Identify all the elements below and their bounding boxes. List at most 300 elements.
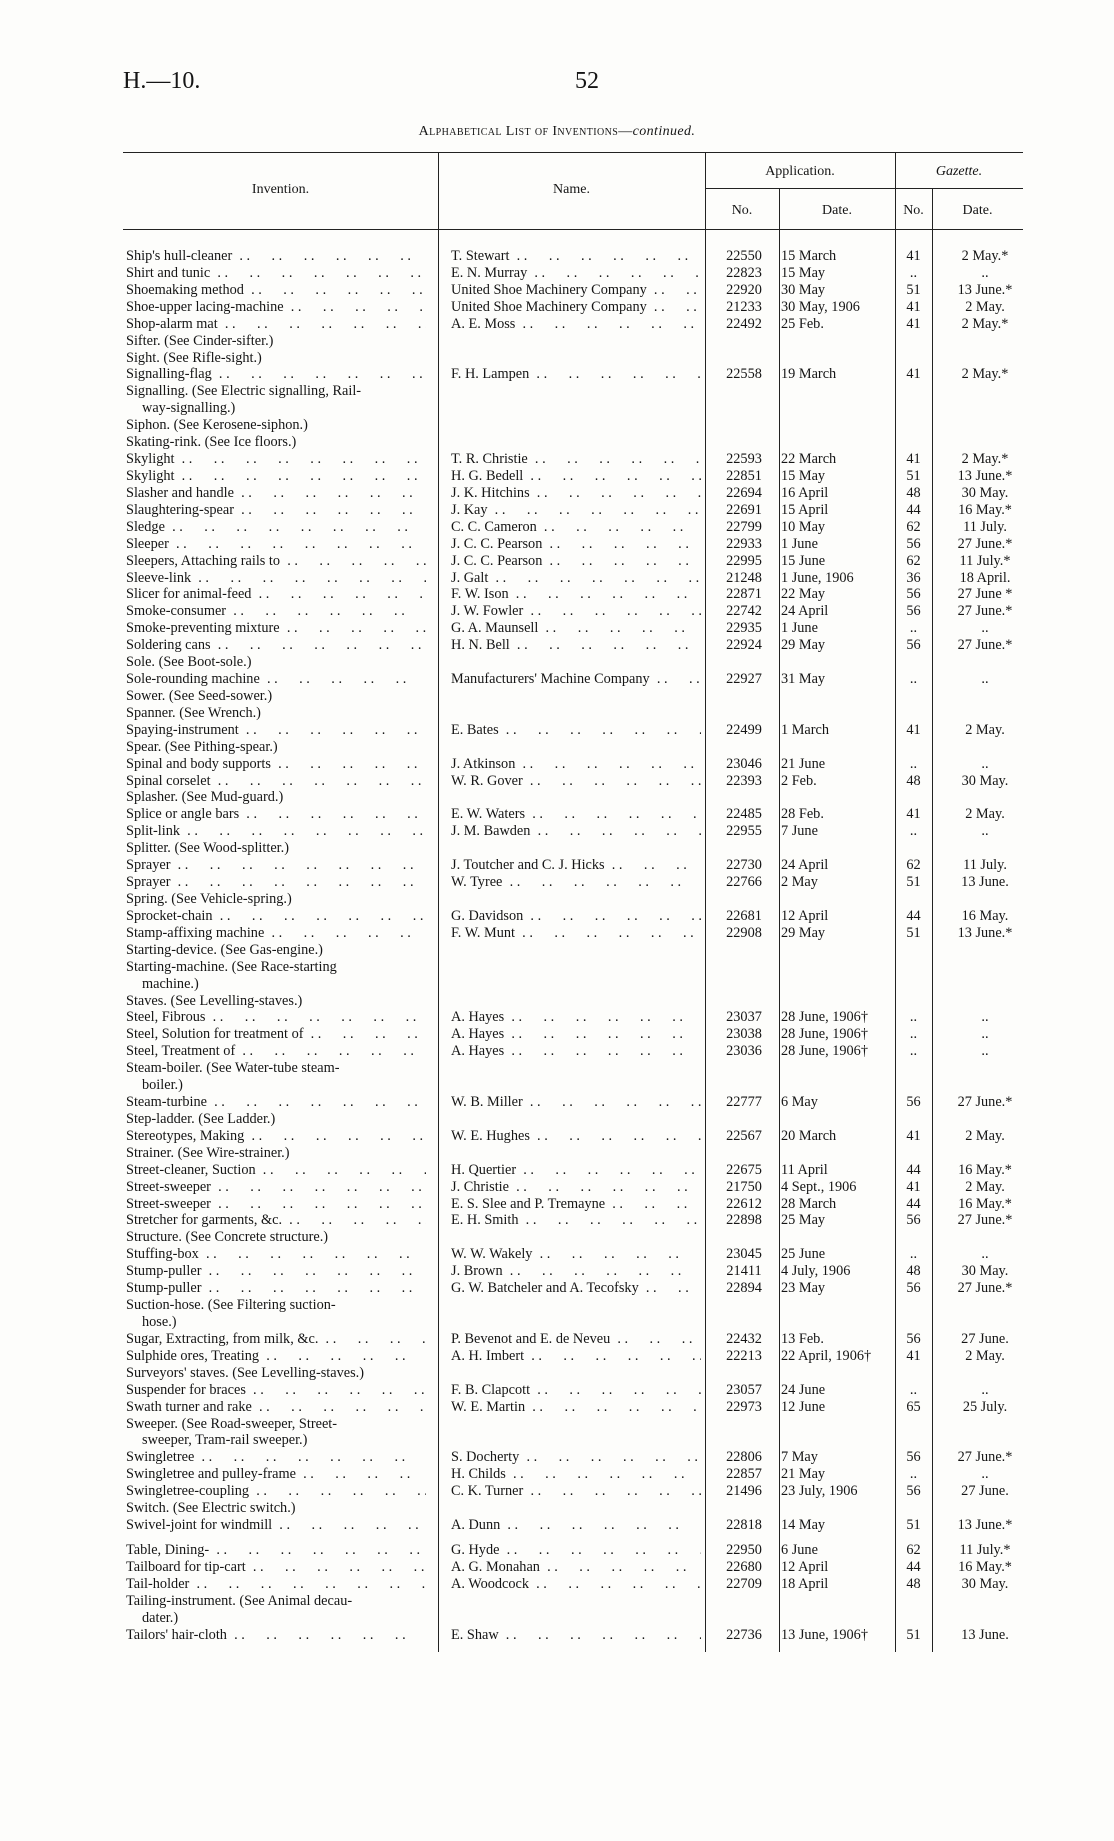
invention-cell-text: Sleeve-link <box>126 569 192 586</box>
name-cell-text: T. Stewart <box>451 248 510 264</box>
invention-cell-text: Street-sweeper <box>126 1195 211 1212</box>
table-row <box>0 1060 1114 1077</box>
name-cell <box>451 756 701 773</box>
table-row <box>0 1212 1114 1229</box>
application-date-cell <box>781 1466 895 1483</box>
invention-cell-text: Table, Dining- <box>126 1541 210 1558</box>
application-no-cell <box>709 1399 779 1416</box>
application-date-cell-text: 15 May <box>781 468 826 484</box>
application-date-cell-text: 15 May <box>781 264 826 281</box>
table-row <box>0 1331 1114 1348</box>
invention-cell <box>126 468 426 485</box>
table-row <box>0 959 1114 976</box>
table-row <box>0 316 1114 333</box>
table-row <box>0 417 1114 434</box>
leader-dots <box>542 553 701 569</box>
gazette-date-cell-text: 2 May.* <box>961 366 1009 383</box>
leader-dots <box>509 1179 701 1195</box>
name-cell <box>451 1212 701 1229</box>
invention-cell-text: Staves. (See Levelling-staves.) <box>126 992 303 1009</box>
gazette-date-cell-text: 27 June. <box>961 1483 1009 1500</box>
gazette-date-cell <box>935 603 1035 620</box>
invention-cell <box>126 350 426 367</box>
table-row <box>0 722 1114 739</box>
gazette-no-cell <box>896 468 931 485</box>
application-no-cell <box>709 620 779 637</box>
col-header-invention: Invention. <box>251 182 310 197</box>
gazette-no-cell-text: 41 <box>906 1178 921 1195</box>
leader-dots <box>538 620 701 636</box>
gazette-no-cell <box>896 366 931 383</box>
gazette-no-cell <box>896 806 931 823</box>
invention-cell <box>126 366 426 383</box>
application-no-cell <box>709 586 779 603</box>
table-row <box>0 1111 1114 1128</box>
application-no-cell <box>709 1382 779 1399</box>
invention-cell-text: Sprayer <box>126 874 171 890</box>
application-no-cell-text: 23045 <box>726 1246 762 1263</box>
table-row <box>0 620 1114 637</box>
application-no-cell-text: 22927 <box>726 671 762 687</box>
invention-cell <box>126 1627 426 1644</box>
application-no-cell-text: 22499 <box>726 721 762 738</box>
name-cell <box>451 857 701 874</box>
invention-cell-text: machine.) <box>142 975 199 992</box>
leader-dots <box>199 1246 426 1262</box>
name-cell <box>451 536 701 553</box>
invention-cell <box>126 1246 426 1263</box>
name-cell-text: F. B. Clapcott <box>451 1381 531 1398</box>
application-date-cell <box>781 248 895 265</box>
leader-dots <box>519 1449 701 1465</box>
application-date-cell-text: 15 March <box>781 248 837 264</box>
name-cell <box>451 1483 701 1500</box>
name-cell <box>451 722 701 739</box>
table-row <box>0 942 1114 959</box>
leader-dots <box>191 570 426 586</box>
application-date-cell <box>781 265 895 282</box>
invention-cell-text: Steam-turbine <box>126 1094 207 1110</box>
application-no-cell <box>709 773 779 790</box>
leader-dots <box>234 485 426 501</box>
gazette-no-cell-text: 56 <box>906 603 921 620</box>
gazette-no-cell-text: 48 <box>906 772 921 789</box>
invention-cell-text: Suction-hose. (See Filtering suction- <box>126 1297 336 1313</box>
gazette-date-cell <box>935 722 1035 739</box>
leader-dots <box>165 519 426 535</box>
invention-cell <box>142 976 432 993</box>
application-date-cell <box>781 1179 895 1196</box>
gazette-no-cell-text: 36 <box>906 569 921 586</box>
name-cell-text: J. Galt <box>451 569 489 586</box>
invention-cell <box>126 1128 426 1145</box>
gazette-date-cell-text: 11 July.* <box>959 1541 1011 1558</box>
invention-cell-text: Skylight <box>126 451 175 467</box>
gazette-no-cell <box>896 1517 931 1534</box>
application-date-cell <box>781 1212 895 1229</box>
table-row <box>0 1179 1114 1196</box>
application-date-cell <box>781 1348 895 1365</box>
table-row <box>0 1399 1114 1416</box>
table-row <box>0 1280 1114 1297</box>
leader-dots <box>280 553 426 569</box>
application-date-cell <box>781 1026 895 1043</box>
application-date-cell-text: 28 June, 1906† <box>781 1026 868 1043</box>
invention-cell-text: Spring. (See Vehicle-spring.) <box>126 891 292 907</box>
gazette-no-cell-text: .. <box>909 1466 918 1483</box>
application-date-cell <box>781 1094 895 1111</box>
table-row <box>0 1416 1114 1433</box>
application-no-cell <box>709 265 779 282</box>
application-date-cell <box>781 485 895 502</box>
name-cell <box>451 925 701 942</box>
application-date-cell-text: 6 May <box>781 1094 818 1110</box>
invention-cell-text: Spinal corselet <box>126 772 211 789</box>
application-no-cell <box>709 536 779 553</box>
gazette-date-cell <box>935 282 1035 299</box>
gazette-no-cell-text: 41 <box>906 248 921 264</box>
invention-cell <box>126 1162 426 1179</box>
name-cell <box>451 485 701 502</box>
invention-cell <box>126 282 426 299</box>
invention-cell-text: Soldering cans <box>126 637 211 654</box>
invention-cell-text: Swingletree and pulley-frame <box>126 1466 296 1483</box>
invention-cell-text: Stuffing-box <box>126 1246 199 1263</box>
name-cell-text: F. H. Lampen <box>451 366 530 383</box>
application-date-cell-text: 29 May <box>781 924 826 941</box>
gazette-date-cell <box>935 1576 1035 1593</box>
gazette-no-cell <box>896 519 931 536</box>
leader-dots <box>605 857 701 873</box>
name-cell-text: J. K. Hitchins <box>451 484 530 501</box>
application-no-cell-text: 22857 <box>726 1466 762 1483</box>
leader-dots <box>510 637 701 653</box>
application-no-cell <box>709 366 779 383</box>
name-cell-text: W. B. Miller <box>451 1094 523 1110</box>
application-no-cell <box>709 823 779 840</box>
name-cell-text: A. G. Monahan <box>451 1558 540 1575</box>
gazette-no-cell-text: 56 <box>906 637 921 654</box>
table-row <box>0 671 1114 688</box>
application-no-cell-text: 22995 <box>726 552 762 569</box>
application-date-cell-text: 12 June <box>781 1398 826 1415</box>
gazette-no-cell <box>896 857 931 874</box>
gazette-date-cell-text: .. <box>981 1466 989 1483</box>
table-row <box>0 637 1114 654</box>
application-date-cell-text: 31 May <box>781 671 826 687</box>
table-row <box>0 434 1114 451</box>
name-cell-text: United Shoe Machinery Company <box>451 298 647 315</box>
gazette-no-cell <box>896 722 931 739</box>
application-date-cell <box>781 1576 895 1593</box>
invention-cell-text: Structure. (See Concrete structure.) <box>126 1229 329 1246</box>
table-row <box>0 976 1114 993</box>
invention-cell-text: Shoemaking method <box>126 281 244 298</box>
invention-cell <box>126 1229 426 1246</box>
table-row <box>0 756 1114 773</box>
invention-cell <box>126 570 426 587</box>
application-date-cell <box>781 1196 895 1213</box>
gazette-date-cell <box>935 468 1035 485</box>
application-no-cell <box>709 925 779 942</box>
table-row <box>0 1128 1114 1145</box>
application-date-cell-text: 1 June, 1906 <box>781 569 854 586</box>
application-date-cell-text: 25 Feb. <box>781 315 824 332</box>
table-row <box>0 1517 1114 1534</box>
leader-dots <box>189 1576 426 1592</box>
gazette-no-cell-text: 48 <box>906 1575 921 1592</box>
gazette-no-cell <box>896 570 931 587</box>
gazette-date-cell-text: 2 May. <box>965 806 1005 823</box>
gazette-no-cell-text: .. <box>909 1043 918 1060</box>
gazette-date-cell <box>935 925 1035 942</box>
invention-cell <box>126 1026 426 1043</box>
invention-cell <box>126 637 426 654</box>
table-row <box>0 891 1114 908</box>
gazette-date-cell <box>935 265 1035 282</box>
name-cell-text: G. A. Maunsell <box>451 620 539 637</box>
invention-cell <box>126 840 426 857</box>
invention-cell-text: Spinal and body supports <box>126 755 271 772</box>
name-cell-text: W. W. Wakely <box>451 1246 533 1263</box>
invention-cell-text: Swath turner and rake <box>126 1398 252 1415</box>
application-no-cell <box>709 1331 779 1348</box>
gazette-no-cell-text: 44 <box>906 907 921 924</box>
invention-cell <box>126 671 426 688</box>
invention-cell-text: Switch. (See Electric switch.) <box>126 1500 296 1517</box>
gazette-date-cell-text: .. <box>981 1381 989 1398</box>
application-no-cell <box>709 1162 779 1179</box>
leader-dots <box>252 1399 426 1415</box>
application-no-cell-text: 21496 <box>726 1483 762 1500</box>
name-cell-text: A. Hayes <box>451 1026 505 1043</box>
gazette-no-cell-text: .. <box>909 1246 918 1263</box>
application-date-cell-text: 13 Feb. <box>781 1330 824 1347</box>
invention-cell <box>126 383 426 400</box>
gazette-no-cell-text: 51 <box>906 874 921 890</box>
application-date-cell-text: 30 May, 1906 <box>781 298 860 315</box>
invention-cell-text: Slaughtering-spear <box>126 501 234 518</box>
col-header-app-no: No. <box>731 203 753 218</box>
invention-cell-text: Tailing-instrument. (See Animal decau- <box>126 1592 353 1609</box>
invention-cell-text: Sugar, Extracting, from milk, &c. <box>126 1330 319 1347</box>
application-date-cell <box>781 1246 895 1263</box>
gazette-no-cell <box>896 925 931 942</box>
application-date-cell-text: 25 May <box>781 1212 826 1229</box>
application-no-cell <box>709 1212 779 1229</box>
gazette-date-cell-text: 2 May. <box>965 721 1005 738</box>
name-cell <box>451 1009 701 1026</box>
name-cell-text: J. C. C. Pearson <box>451 535 543 552</box>
name-cell-text: J. Brown <box>451 1263 503 1280</box>
application-date-cell-text: 24 June <box>781 1381 826 1398</box>
invention-cell-text: Suspender for braces <box>126 1381 246 1398</box>
invention-cell-text: Signalling-flag <box>126 366 212 383</box>
application-date-cell-text: 24 April <box>781 857 829 874</box>
gazette-no-cell-text: 41 <box>906 1347 921 1364</box>
table-row <box>0 248 1114 265</box>
gazette-no-cell-text: 51 <box>906 1517 921 1533</box>
leader-dots <box>650 671 701 687</box>
application-no-cell <box>709 1026 779 1043</box>
name-cell <box>451 1026 701 1043</box>
application-date-cell-text: 19 March <box>781 366 837 383</box>
application-no-cell <box>709 1009 779 1026</box>
application-no-cell-text: 22593 <box>726 451 762 467</box>
invention-cell-text: Stump-puller <box>126 1280 202 1297</box>
invention-cell-text: Sifter. (See Cinder-sifter.) <box>126 332 274 349</box>
leader-dots <box>205 1009 426 1025</box>
gazette-date-cell-text: 27 June.* <box>957 603 1013 620</box>
name-cell <box>451 806 701 823</box>
application-no-cell <box>709 1576 779 1593</box>
name-cell-text: A. Dunn <box>451 1517 501 1533</box>
table-row <box>0 1348 1114 1365</box>
application-date-cell <box>781 502 895 519</box>
name-cell-text: G. W. Batcheler and A. Tecofsky <box>451 1280 639 1297</box>
application-no-cell <box>709 671 779 688</box>
gazette-no-cell <box>896 1263 931 1280</box>
application-date-cell-text: 15 April <box>781 501 829 518</box>
name-cell-text: Manufacturers' Machine Company <box>451 671 650 687</box>
invention-cell <box>126 1542 426 1559</box>
invention-cell-text: Steel, Fibrous <box>126 1009 206 1026</box>
name-cell <box>451 1559 701 1576</box>
name-cell-text: P. Bevenot and E. de Neveu <box>451 1330 611 1347</box>
gazette-date-cell-text: 27 June.* <box>957 1094 1013 1110</box>
application-no-cell-text: 22691 <box>726 501 762 518</box>
gazette-no-cell <box>896 1627 931 1644</box>
application-date-cell-text: 4 Sept., 1906 <box>781 1178 857 1195</box>
application-date-cell <box>781 1280 895 1297</box>
gazette-date-cell-text: 27 June.* <box>957 1212 1013 1229</box>
name-cell <box>451 316 701 333</box>
leader-dots <box>284 299 426 315</box>
invention-cell <box>126 874 426 891</box>
leader-dots <box>226 603 426 619</box>
invention-cell-text: Slasher and handle <box>126 484 234 501</box>
invention-cell-text: Splice or angle bars <box>126 806 240 823</box>
application-no-cell <box>709 1627 779 1644</box>
name-cell <box>451 1517 701 1534</box>
invention-cell <box>126 1111 426 1128</box>
gazette-date-cell <box>935 519 1035 536</box>
invention-cell-text: Surveyors' staves. (See Levelling-staves.) <box>126 1364 365 1381</box>
leader-dots <box>610 1331 701 1347</box>
application-date-cell <box>781 1162 895 1179</box>
table-row <box>0 705 1114 722</box>
gazette-no-cell-text: 51 <box>906 281 921 298</box>
leader-dots <box>504 1043 701 1059</box>
gazette-date-cell <box>935 1449 1035 1466</box>
application-date-cell <box>781 823 895 840</box>
leader-dots <box>235 1043 426 1059</box>
gazette-date-cell <box>935 1263 1035 1280</box>
invention-cell-text: Sleepers, Attaching rails to <box>126 552 281 569</box>
leader-dots <box>516 1162 701 1178</box>
application-date-cell <box>781 282 895 299</box>
leader-dots <box>213 908 426 924</box>
gazette-date-cell-text: 27 June. <box>961 1330 1009 1347</box>
application-date-cell-text: 13 June, 1906† <box>781 1626 868 1643</box>
gazette-date-cell <box>935 570 1035 587</box>
name-cell-text: C. K. Turner <box>451 1483 524 1500</box>
gazette-no-cell-text: .. <box>909 264 918 281</box>
table-row <box>0 1365 1114 1382</box>
invention-cell-text: Split-link <box>126 823 181 840</box>
table-row <box>0 1314 1114 1331</box>
gazette-date-cell-text: 2 May. <box>965 1178 1005 1195</box>
name-cell <box>451 671 701 688</box>
gazette-date-cell <box>935 1399 1035 1416</box>
gazette-no-cell <box>896 282 931 299</box>
invention-cell-text: Street-cleaner, Suction <box>126 1161 256 1178</box>
leader-dots <box>504 1026 701 1042</box>
invention-cell-text: Shirt and tunic <box>126 264 211 281</box>
invention-cell <box>142 1314 432 1331</box>
leader-dots <box>256 1162 426 1178</box>
application-no-cell-text: 22935 <box>726 620 762 637</box>
table-row <box>0 806 1114 823</box>
name-cell-text: G. Hyde <box>451 1541 500 1558</box>
application-date-cell <box>781 908 895 925</box>
gazette-date-cell-text: 2 May.* <box>961 451 1009 467</box>
name-cell-text: S. Docherty <box>451 1449 520 1466</box>
leader-dots <box>170 874 426 890</box>
name-cell-text: E. Shaw <box>451 1626 499 1643</box>
leader-dots <box>194 1449 426 1465</box>
page-number: 52 <box>575 68 599 94</box>
application-no-cell-text: 22736 <box>726 1626 762 1643</box>
gazette-no-cell <box>896 1246 931 1263</box>
gazette-no-cell-text: .. <box>909 1026 918 1043</box>
leader-dots <box>509 586 701 602</box>
gazette-no-cell <box>896 553 931 570</box>
application-no-cell-text: 21248 <box>726 569 762 586</box>
invention-cell <box>126 1593 426 1610</box>
gazette-no-cell <box>896 1212 931 1229</box>
gazette-date-cell <box>935 773 1035 790</box>
gazette-no-cell <box>896 637 931 654</box>
invention-cell-text: Sulphide ores, Treating <box>126 1347 260 1364</box>
leader-dots <box>303 1026 426 1042</box>
name-cell <box>451 1331 701 1348</box>
invention-cell <box>126 993 426 1010</box>
invention-cell <box>126 519 426 536</box>
invention-cell-text: Swivel-joint for windmill <box>126 1517 273 1533</box>
name-cell <box>451 451 701 468</box>
application-date-cell <box>781 1331 895 1348</box>
gazette-date-cell-text: 27 June.* <box>957 535 1013 552</box>
invention-cell-text: Shop-alarm mat <box>126 315 218 332</box>
application-no-cell-text: 23046 <box>726 755 762 772</box>
application-no-cell-text: 22955 <box>726 823 762 840</box>
gazette-no-cell-text: 56 <box>906 1212 921 1229</box>
gazette-no-cell <box>896 908 931 925</box>
gazette-date-cell <box>935 620 1035 637</box>
gazette-date-cell <box>935 1128 1035 1145</box>
invention-cell <box>126 1094 426 1111</box>
leader-dots <box>605 1196 701 1212</box>
application-no-cell-text: 22933 <box>726 535 762 552</box>
application-date-cell <box>781 1559 895 1576</box>
gazette-no-cell <box>896 485 931 502</box>
gazette-date-cell-text: 2 May.* <box>961 315 1009 332</box>
invention-cell <box>126 536 426 553</box>
application-no-cell-text: 22920 <box>726 281 762 298</box>
invention-cell-text: Splitter. (See Wood-splitter.) <box>126 840 289 857</box>
gazette-no-cell <box>896 248 931 265</box>
